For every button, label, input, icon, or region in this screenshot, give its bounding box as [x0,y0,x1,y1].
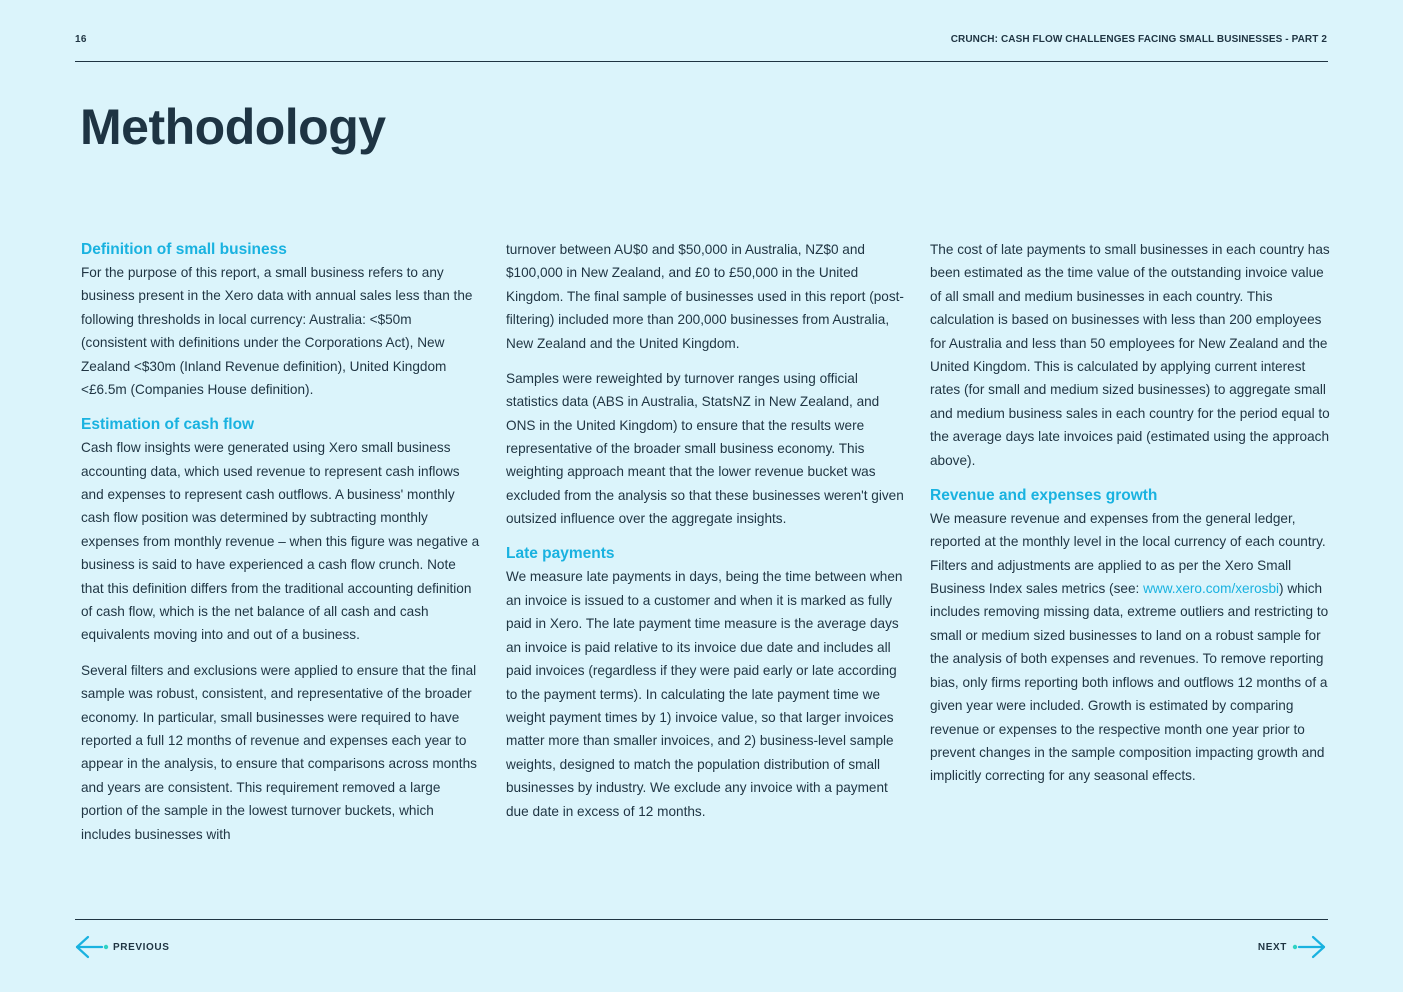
running-header: CRUNCH: CASH FLOW CHALLENGES FACING SMALL BUSINESSES - PART 2 [950,34,1327,45]
page-number: 16 [75,34,87,45]
late-payments-paragraph-2: The cost of late payments to small businesses in each country has been estimated as the time value of the outstanding invoice value of all small and medium businesses in each country. This calculation is based on businesses with less than 200 employees for Australia and less than 50 employees for New Zealand and the United Kingdom. This is calculated by applying current interest rates (for small and medium sized businesses) to aggregate small and medium business sales in each country for the period equal to the average days late invoices paid (estimated using the approach above). [930,242,1330,468]
next-button[interactable] [1258,935,1327,959]
next-label: NEXT [1257,941,1287,953]
column-3 [930,238,1330,800]
late-payments-paragraph-1: We measure late payments in days, being the time between when an invoice is issued to a customer and when it is marked as fully paid in Xero. The late payment time measure is the average days an invoice is paid relative to its invoice due date and includes all paid invoices (regardless if they were paid early or late according to the payment terms). In calculating the late payment time we weight payment times by 1) invoice value, so that larger invoices matter more than smaller invoices, and 2) business-level sample weights, designed to match the population distribution of small businesses by industry. We exclude any invoice with a payment due date in excess of 12 months. [506,569,903,819]
footer-divider [75,919,1328,920]
column-1 [81,238,481,858]
heading-estimation-cash-flow: Estimation of cash flow [81,416,255,434]
definition-paragraph: For the purpose of this report, a small business refers to any business present in the Xero data with annual sales less than the following thresholds in local currency: Australia: <$50m (consistent with definitions under the Corporations Act), New Zealand <$30m (Inland Revenue definition), United Kingdom <£6.5m (Companies House definition). [81,265,473,398]
previous-button[interactable] [75,935,169,959]
revenue-growth-text-before: We measure revenue and expenses from the general ledger, reported at the monthly level in the local currency of each country. Filters and adjustments are applied to as per the Xero Small Business Index sales metrics (see: [930,510,1326,597]
heading-revenue-expenses-growth: Revenue and expenses growth [930,486,1158,504]
page-title: Methodology [80,99,386,155]
heading-definition-small-business: Definition of small business [81,241,287,258]
estimation-paragraph-2: Several filters and exclusions were applied to ensure that the final sample was robust, consistent, and representative of the broader economy. In particular, small businesses were required to have reported a full 12 months of revenue and expenses each year to appear in the analysis, to ensure that comparisons across months and years are consistent. This requirement removed a large portion of the sample in the lowest turnover buckets, which includes businesses with [81,662,477,842]
estimation-paragraph-3: turnover between AU$0 and $50,000 in Australia, NZ$0 and $100,000 in New Zealand, and £0 to £50,000 in the United Kingdom. The final sample of businesses used in this report (post-filtering) included more than 200,000 businesses from Australia, New Zealand and the United Kingdom. [506,242,904,351]
estimation-paragraph-1: Cash flow insights were generated using Xero small business accounting data, which used revenue to represent cash inflows and expenses to represent cash outflows. A business' monthly cash flow position was determined by subtracting monthly expenses from monthly revenue – when this figure was negative a business is said to have experienced a cash flow crunch. Note that this definition differs from the traditional accounting definition of cash flow, which is the net balance of all cash and cash equivalents moving into and out of a business. [81,440,480,643]
column-2 [506,238,906,835]
xero-sbi-link[interactable]: www.xero.com/xerosbi [1143,581,1280,597]
arrow-right-icon [1289,935,1327,959]
estimation-paragraph-4: Samples were reweighted by turnover ranges using official statistics data (ABS in Australia, StatsNZ in New Zealand, and ONS in the United Kingdom) to ensure that the results were representative of the broader small business economy. This weighting approach meant that the lower revenue bucket was excluded from the analysis so that these businesses weren't given outsized influence over the aggregate insights. [506,370,904,527]
revenue-growth-text-after: ) which includes removing missing data, extreme outliers and restricting to small or medium sized businesses to land on a robust sample for the analysis of both expenses and revenues. To remove reporting bias, only firms reporting both inflows and outflows 12 months of a given year were included. Growth is estimated by comparing revenue or expenses to the respective month one year prior to prevent changes in the sample composition impacting growth and implicitly correcting for any seasonal effects. [930,581,1329,784]
revenue-growth-paragraph [930,507,1330,788]
arrow-left-icon [75,935,111,959]
previous-label: PREVIOUS [113,941,170,953]
heading-late-payments: Late payments [506,545,615,563]
header-divider [75,61,1328,62]
